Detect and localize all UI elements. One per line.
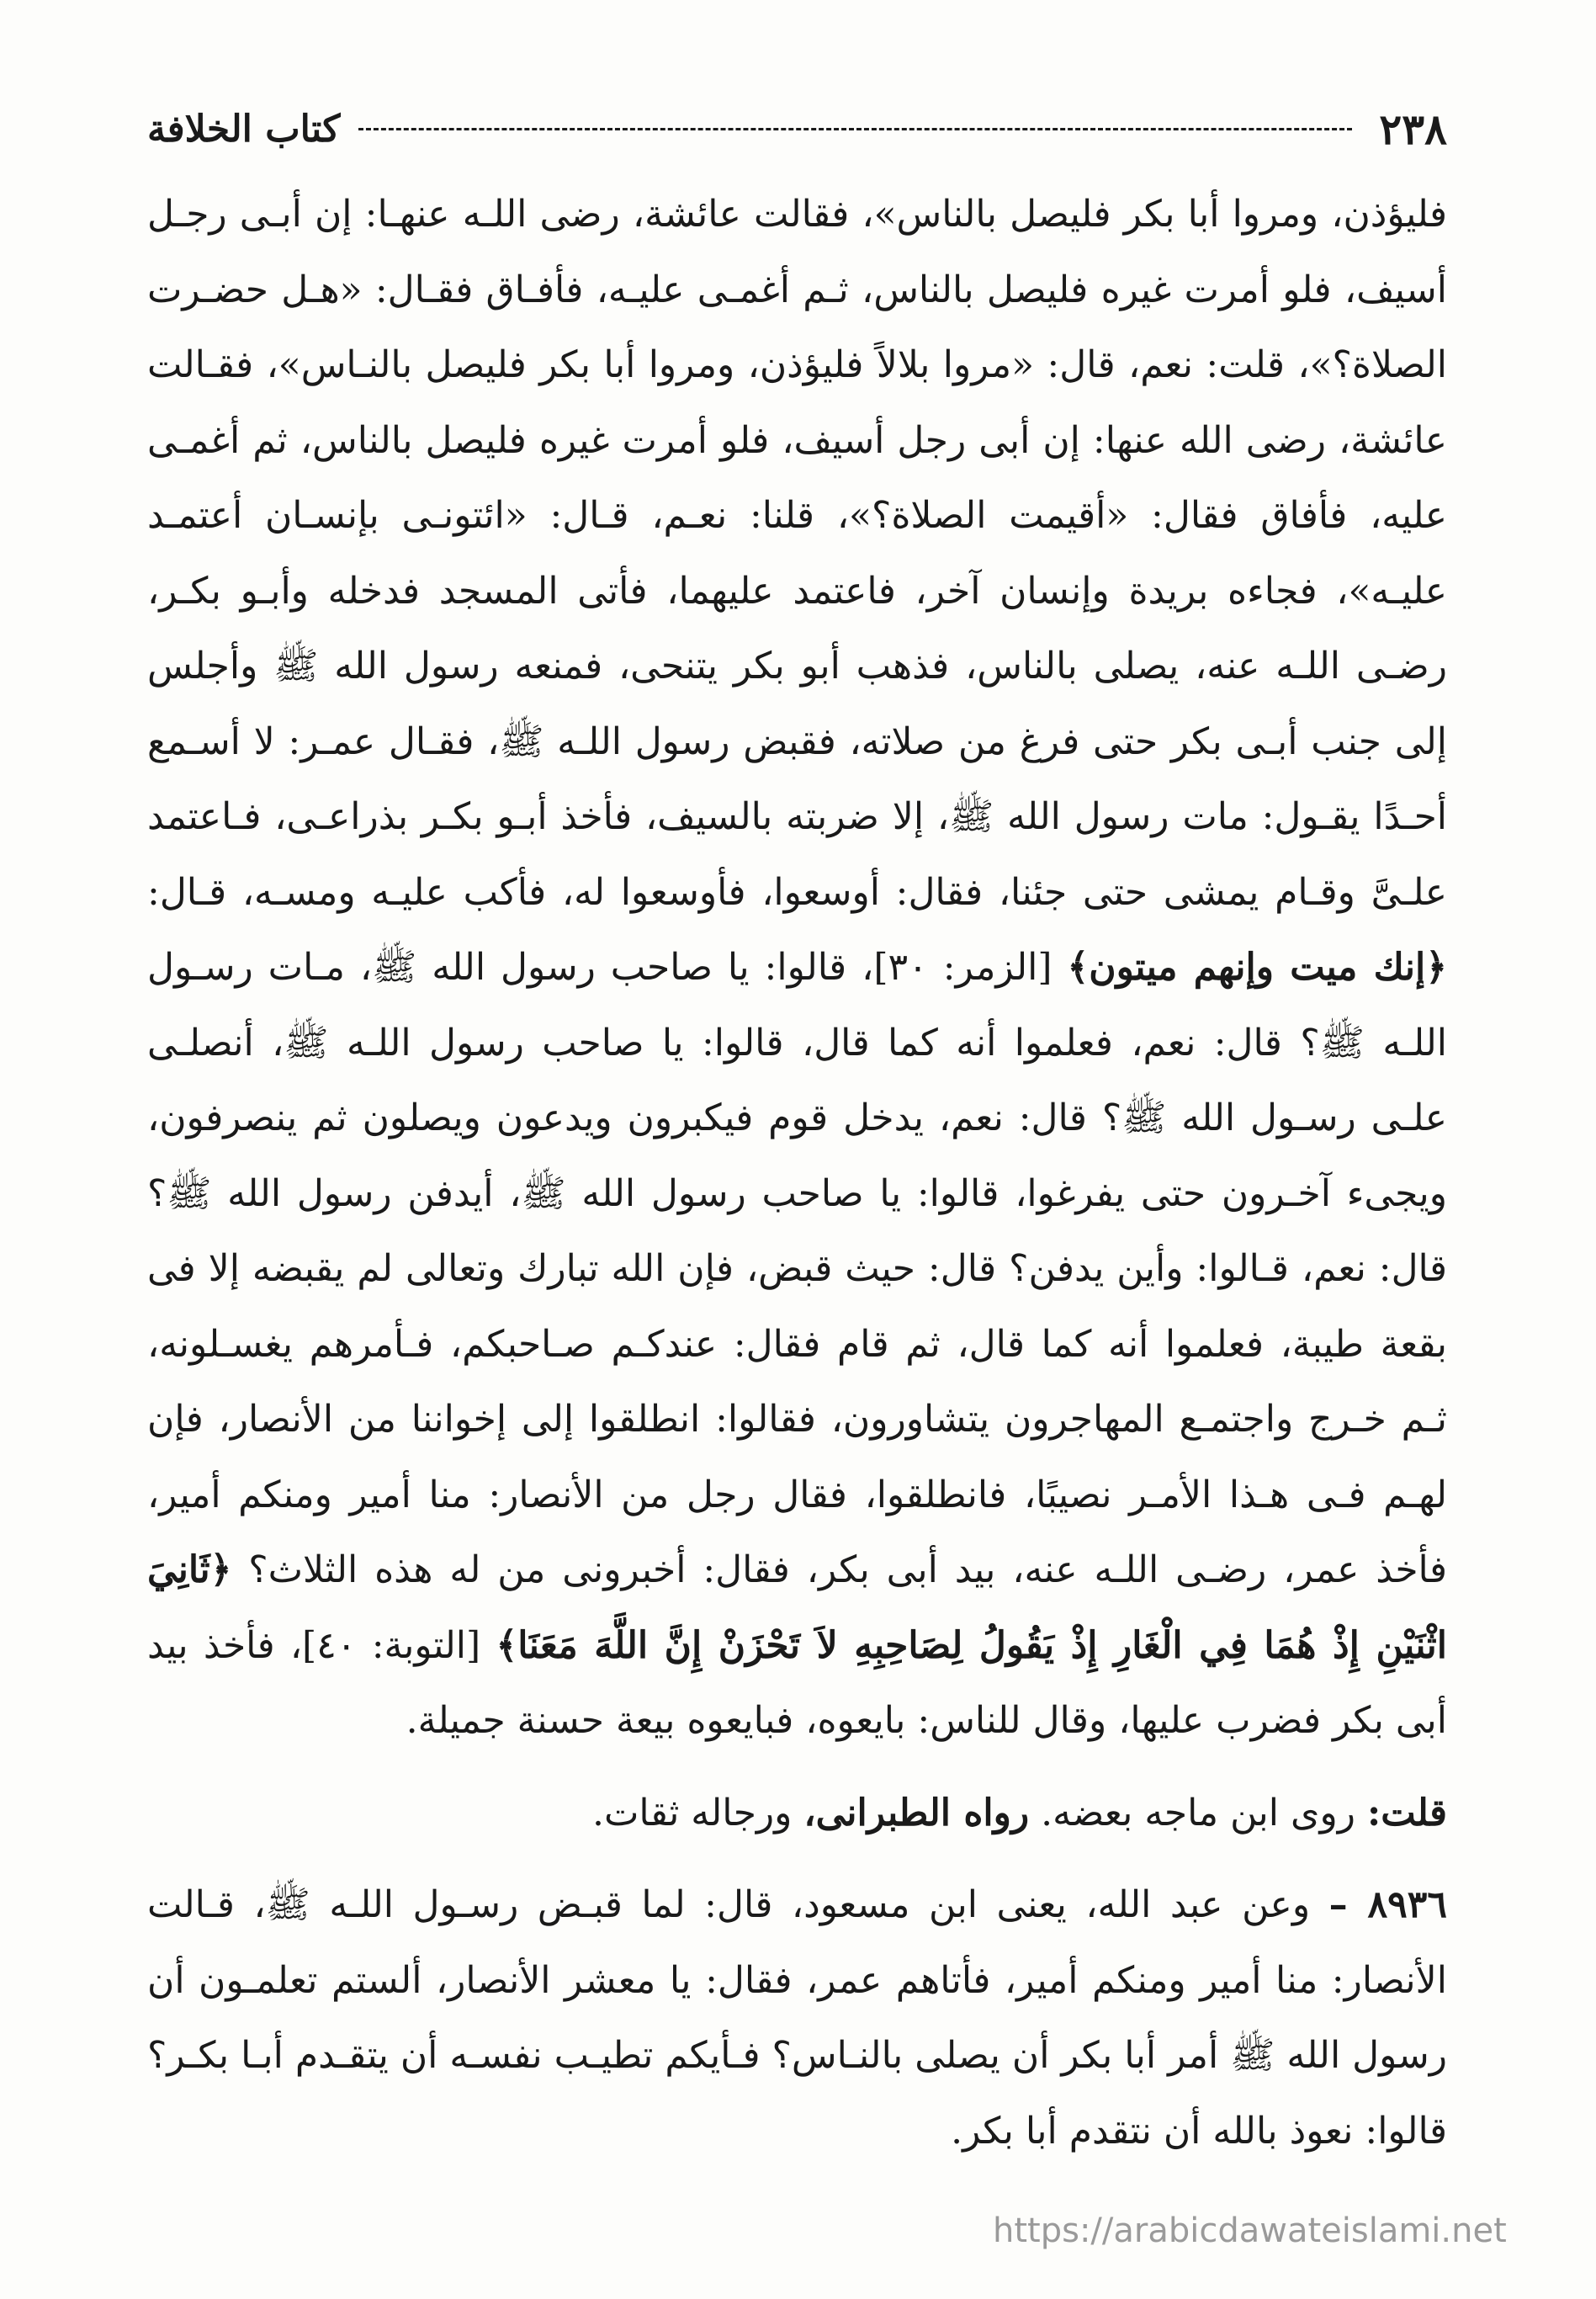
hadith-entry	[147, 1867, 1447, 2169]
note-source: رواه الطبرانى،	[803, 1791, 1030, 1834]
hadith-number: ٨٩٣٦ –	[1328, 1883, 1447, 1926]
quran-quote: ﴿ثَانِيَ اثْنَيْنِ إِذْ هُمَا فِي الْغَارِ إِذْ يَقُولُ لِصَاحِبِهِ لاَ تَحْزَنْ إِنَّ اللَّهَ مَعَنَا﴾	[147, 1548, 1447, 1667]
paragraph-text: [التوبة: ٤٠]، فأخذ بيد أبى بكر فضرب عليها، وقال للناس: بايعوه، فبايعوه بيعة حسنة جميلة.	[147, 1623, 1447, 1742]
note-label: قلت:	[1366, 1791, 1447, 1834]
paragraph-text: [الزمر: ٣٠]، قالوا: يا صاحب رسول الله ﷺ، مـات رسـول اللـه ﷺ؟ قال: نعم، فعلموا أنه كما قال، قالوا: يا صاحب رسول اللـه ﷺ، أنصلـى علـى رسـول الله ﷺ؟ قال: نعم، يدخل قوم فيكبرون ويدعون ويصلون ثم ينصرفون، ويجىء آخـرون حتى يفرغوا، قالوا: يا صاحب رسول الله ﷺ، أيدفن رسول الله ﷺ؟ قال: نعم، قـالوا: وأين يدفن؟ قال: حيث قبض، فإن الله تبارك وتعالى لم يقبضه إلا فى بقعة طيبة، فعلموا أنه كما قال، ثم قام فقال: عندكـم صـاحبكم، فـأمرهم يغسـلونه، ثـم خـرج واجتمـع المهاجرون يتشاورون، فقالوا: انطلقوا إلى إخواننا من الأنصار، فإن لهـم فـى هـذا الأمـر نصيبًا، فانطلقوا، فقال رجل من الأنصار: منا أمير ومنكم أمير، فأخذ عمر، رضـى اللـه عنه، بيد أبى بكر، فقال: أخبرونى من له هذه الثلاث؟	[147, 946, 1447, 1591]
watermark-url: https://arabicdawateislami.net	[993, 2211, 1507, 2250]
note-text: روى ابن ماجه بعضه.	[1041, 1791, 1355, 1834]
header-rule	[358, 128, 1352, 130]
body-text	[147, 177, 1447, 2169]
paragraph-text: فليؤذن، ومروا أبا بكر فليصل بالناس»، فقالت عائشة، رضى اللـه عنهـا: إن أبـى رجـل أسيف، فلو أمرت غيره فليصل بالناس، ثـم أغمـى عليـه، فأفـاق فقـال: «هـل حضـرت الصلاة؟»، قلت: نعم، قال: «مروا بلالاً فليؤذن، ومروا أبا بكر فليصل بالنـاس»، فقـالت عائشة، رضى الله عنها: إن أبى رجل أسيف، فلو أمرت غيره فليصل بالناس، ثم أغمـى عليه، فأفاق فقال: «أقيمت الصلاة؟»، قلنا: نعـم، قـال: «ائتونـى بإنسـان أعتمـد عليـه»، فجاءه بريدة وإنسان آخر، فاعتمد عليهما، فأتى المسجد فدخله وأبـو بكـر، رضـى اللـه عنه، يصلى بالناس، فذهب أبو بكر يتنحى، فمنعه رسول الله ﷺ وأجلس إلى جنب أبـى بكر حتى فرغ من صلاته، فقبض رسول اللـه ﷺ، فقـال عمـر: لا أسـمع أحـدًا يقـول: مات رسول الله ﷺ، إلا ضربته بالسيف، فأخذ أبـو بكـر بذراعـى، فـاعتمد علـىَّ وقـام يمشى حتى جئنا، فقال: أوسعوا، فأوسعوا له، فأكب عليـه ومسـه، قـال:	[147, 193, 1447, 914]
page-number: ٢٣٨	[1379, 104, 1447, 154]
quran-quote: ﴿إنك ميت وإنهم ميتون﴾	[1067, 946, 1447, 989]
narrator-note	[147, 1776, 1447, 1851]
hadith-text: وعن عبد الله، يعنى ابن مسعود، قال: لما قبـض رسـول اللـه ﷺ، قـالت الأنصار: منا أمير ومنكم أمير، فأتاهم عمر، فقال: يا معشر الأنصار، ألستم تعلمـون أن رسول الله ﷺ أمر أبا بكر أن يصلى بالنـاس؟ فـأيكم تطيـب نفسـه أن يتقـدم أبـا بكـر؟ قالوا: نعوذ بالله أن نتقدم أبا بكر.	[147, 1883, 1447, 2153]
running-head	[147, 99, 1447, 158]
note-text: ورجاله ثقات.	[592, 1791, 793, 1834]
main-paragraph	[147, 177, 1447, 1759]
book-title: كتاب الخلافة	[147, 107, 341, 151]
